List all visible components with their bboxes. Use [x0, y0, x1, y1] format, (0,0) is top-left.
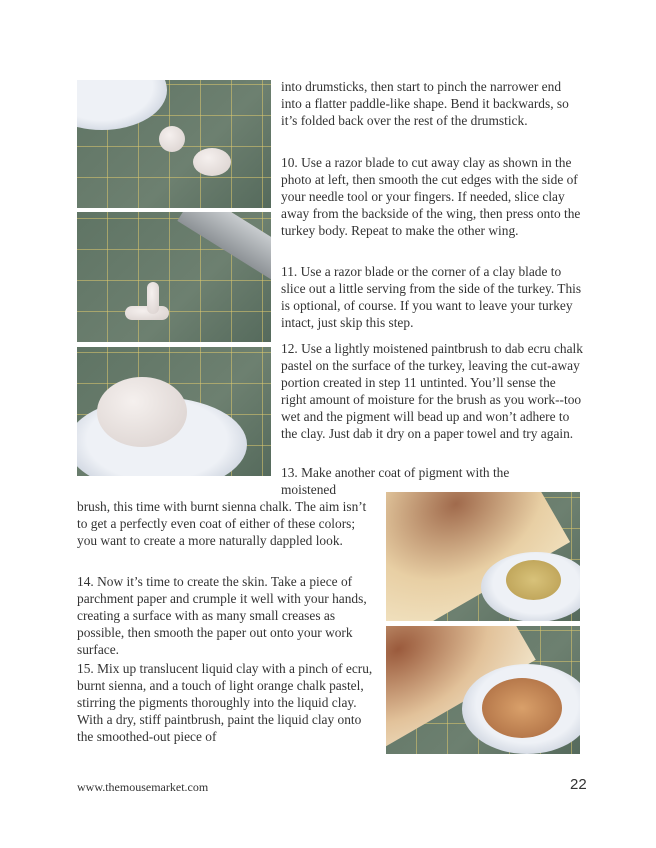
step-13-start: 13. Make another coat of pigment with the moistened [281, 465, 510, 497]
step-11: 11. Use a razor blade or the corner of a clay blade to slice out a little serving from the side of the turkey. This is optional, of course. If you want to leave your turkey intact, just skip this step. [281, 264, 582, 330]
step-9-continued: into drumsticks, then start to pinch the narrower end into a flatter paddle-like shape. Bend it backwards, so it’s folded back over the rest of the drumstick. [281, 79, 569, 128]
step-13-continued: brush, this time with burnt sienna chalk. The aim isn’t to get a perfectly even coat of either of these colors; you want to create a more naturally dappled look. [77, 499, 367, 548]
step-14: 14. Now it’s time to create the skin. Take a piece of parchment paper and crumple it well with your hands, creating a surface with as many small creases as possible, then smooth the paper out onto your work surface. [77, 574, 367, 657]
page-number: 22 [570, 776, 587, 793]
step-15: 15. Mix up translucent liquid clay with a pinch of ecru, burnt sienna, and a touch of light orange chalk pastel, stirring the pigments thoroughly into the liquid clay. With a dry, stiff paintbrush, paint the liquid clay onto the smoothed-out piece of [77, 661, 373, 744]
website-url[interactable]: www.themousemarket.com [77, 780, 209, 794]
step-12: 12. Use a lightly moistened paintbrush to dab ecru chalk pastel on the surface of the turkey, leaving the cut-away portion created in step 11 untinted. You’ll sense the right amount of moisture for the brush as you work--too wet and the pigment will bead up and won’t adhere to the clay. Just dab it dry on a paper towel and try again. [281, 341, 583, 441]
photo-clay-turkey [77, 347, 271, 476]
photo-pigment-palette [386, 492, 580, 621]
photo-tinted-turkey [386, 626, 580, 754]
photo-razor-wing [77, 212, 271, 342]
step-10: 10. Use a razor blade to cut away clay as shown in the photo at left, then smooth the cut edges with the side of your needle tool or your fingers. If needed, slice clay away from the backside of the wing, then press onto the turkey body. Repeat to make the other wing. [281, 155, 581, 238]
photo-clay-pieces [77, 80, 271, 208]
